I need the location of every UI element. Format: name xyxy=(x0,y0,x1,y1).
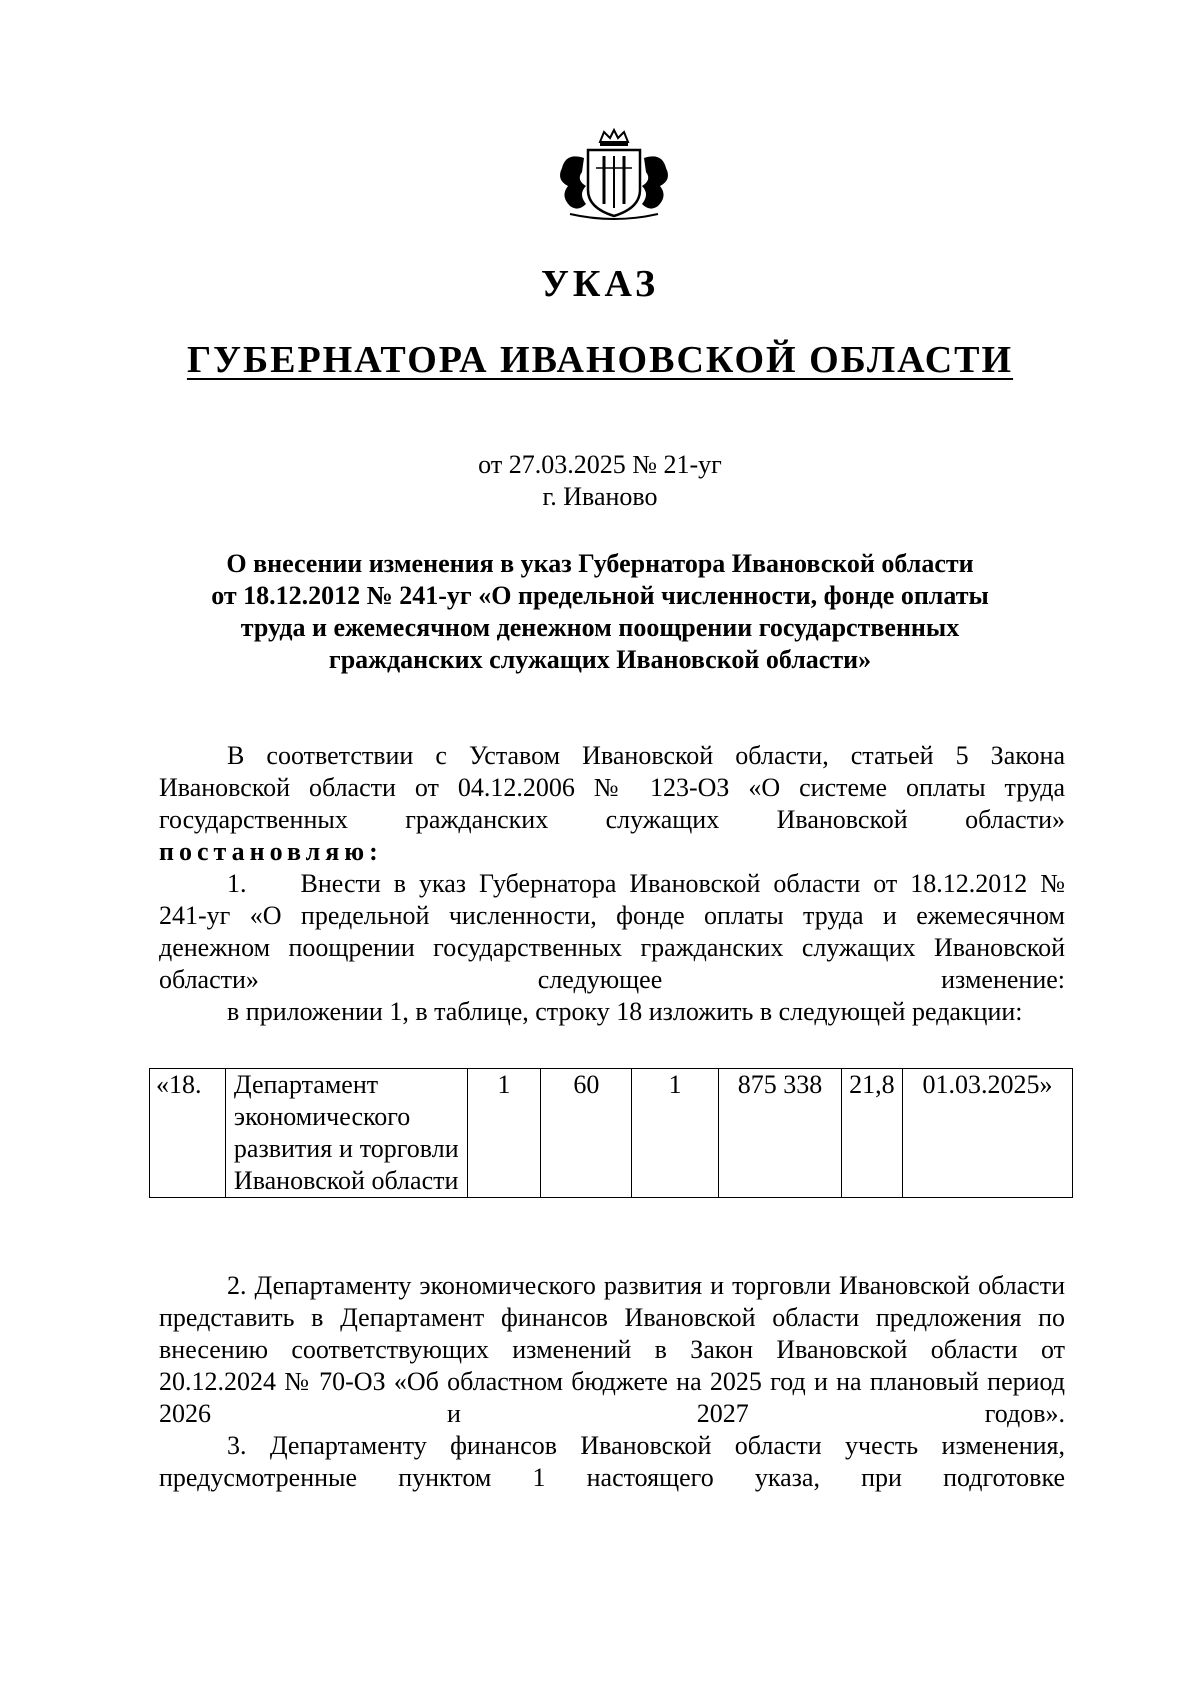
document-body-bottom xyxy=(159,1270,1065,1494)
subtitle-text: ГУБЕРНАТОРА ИВАНОВСКОЙ ОБЛАСТИ xyxy=(186,339,1014,381)
item-1-paragraph xyxy=(159,868,1065,996)
table-cell-value: 21,8 xyxy=(841,1069,902,1198)
item-2-paragraph: 2. Департаменту экономического развития и торговли Ивановской области представить в Департамент финансов Ивановской области предложения по внесению соответствующих изменений в Закон Ивановской области от 20.12.2024 № 70-ОЗ «Об областном бюджете на 2025 год и на плановый период 2026 и 2027 годов». xyxy=(159,1271,1065,1428)
decree-word: постановляю: xyxy=(159,837,383,866)
subject-line: труда и ежемесячном денежном поощрении государственных xyxy=(240,613,960,642)
subject-line: гражданских служащих Ивановской области» xyxy=(328,645,872,674)
coat-of-arms-icon xyxy=(548,128,680,222)
table-cell-number: «18. xyxy=(150,1069,226,1198)
item-3-paragraph: 3. Департаменту финансов Ивановской области учесть изменения, предусмотренные пунктом 1 настоящего указа, при подготовке xyxy=(159,1431,1065,1492)
document-body-top xyxy=(159,740,1065,1028)
item-1-subparagraph: в приложении 1, в таблице, строку 18 изложить в следующей редакции: xyxy=(227,997,1023,1026)
table-row xyxy=(150,1069,1073,1198)
table-cell-date: 01.03.2025» xyxy=(902,1069,1072,1198)
item-1-text: Внести в указ Губернатора Ивановской области от 18.12.2012 № 241-уг «О предельной численности, фонде оплаты труда и ежемесячном денежном поощрении государственных гражданских служащих Ивановской области» следующее изменение: xyxy=(159,869,1065,994)
table-cell-value: 875 338 xyxy=(718,1069,841,1198)
page-subtitle xyxy=(0,338,1200,382)
table-cell-value: 1 xyxy=(632,1069,719,1198)
amendment-table xyxy=(149,1068,1073,1198)
item-1-number: 1. xyxy=(227,869,247,898)
document-city: г. Иваново xyxy=(542,482,658,511)
preamble-paragraph: В соответствии с Уставом Ивановской области, статьей 5 Закона Ивановской области от 04.12.2006 № 123-ОЗ «О системе оплаты труда государственных гражданских служащих Ивановской области» xyxy=(159,741,1065,834)
document-date-number: от 27.03.2025 № 21-уг xyxy=(478,450,722,479)
table-cell-value: 60 xyxy=(541,1069,632,1198)
page-title: УКАЗ xyxy=(541,263,659,305)
subject-line: от 18.12.2012 № 241-уг «О предельной численности, фонде оплаты xyxy=(211,581,989,610)
table-cell-value: 1 xyxy=(467,1069,541,1198)
table-cell-department: Департамент экономического развития и торговли Ивановской области xyxy=(225,1069,467,1198)
subject-line: О внесении изменения в указ Губернатора Ивановской области xyxy=(226,549,974,578)
document-subject xyxy=(160,548,1040,676)
